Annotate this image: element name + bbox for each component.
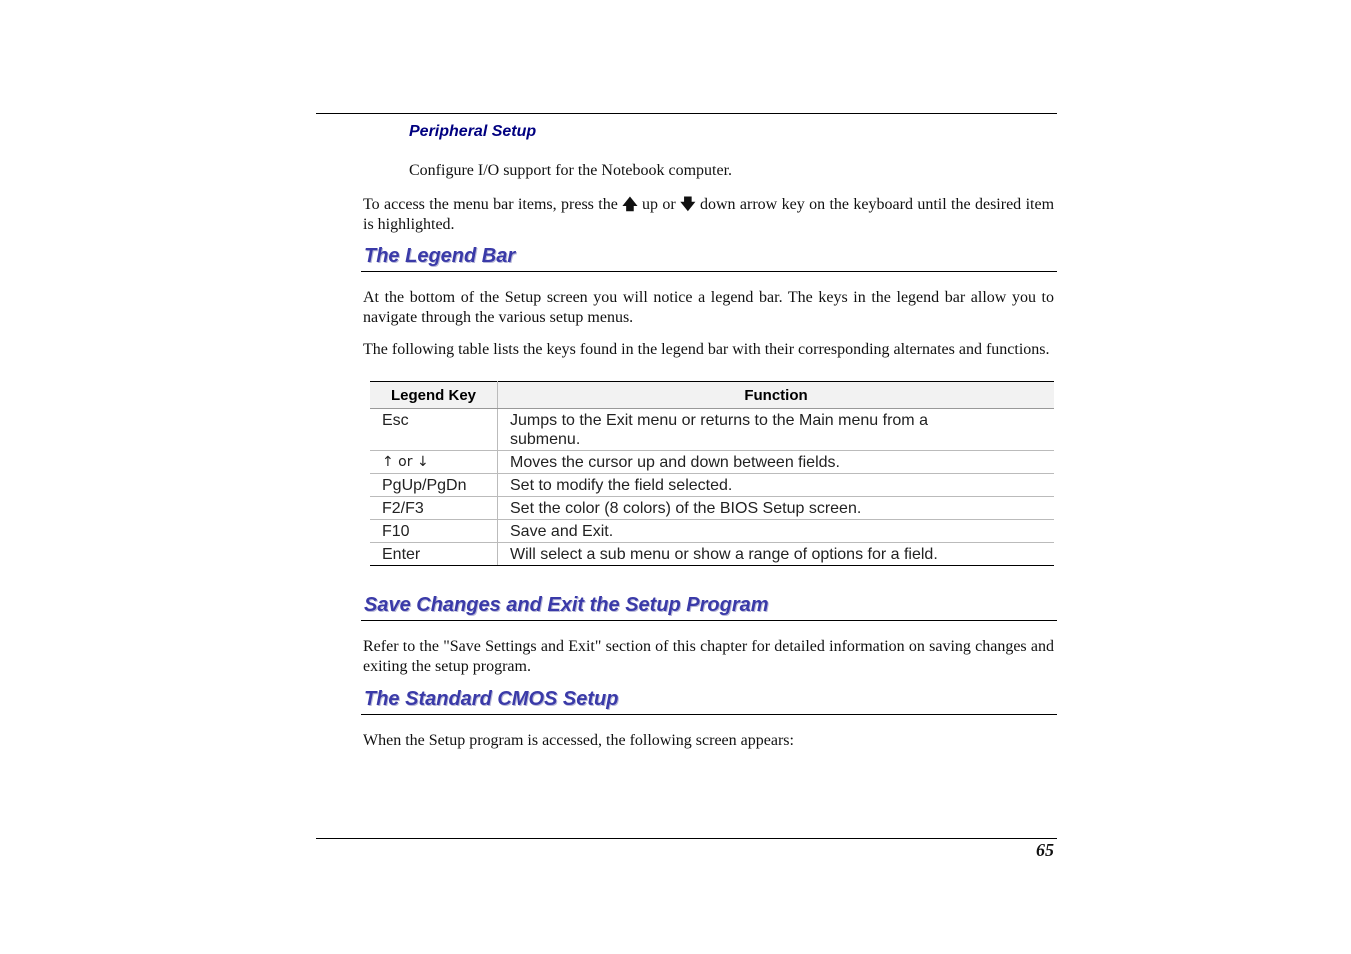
table-cell-function: Set the color (8 colors) of the BIOS Setup screen.	[498, 497, 1055, 520]
table-cell-function: Set to modify the field selected.	[498, 474, 1055, 497]
table-cell-key: PgUp/PgDn	[370, 474, 498, 497]
legend-bar-heading: The Legend Bar	[364, 245, 516, 267]
up-arrow-icon: 🡅	[622, 195, 638, 213]
page-number: 65	[1036, 840, 1054, 860]
access-instructions	[363, 194, 1054, 235]
table-cell-function: Save and Exit.	[498, 520, 1055, 543]
table-cell-function: Will select a sub menu or show a range of options for a field.	[498, 543, 1055, 566]
access-text-after: down arrow key on the keyboard until the desired item is highlighted.	[363, 196, 1055, 233]
bottom-rule	[316, 838, 1057, 839]
legend-bar-heading-rule	[361, 271, 1057, 272]
table-header-function: Function	[498, 382, 1055, 409]
table-row	[370, 497, 1054, 520]
legend-key-table	[370, 381, 1054, 566]
table-row	[370, 409, 1054, 451]
table-header-row	[370, 382, 1054, 409]
table-cell-key: ↑ or ↓	[370, 451, 498, 474]
access-text-middle: up or	[637, 196, 681, 213]
legend-bar-para-1: At the bottom of the Setup screen you will notice a legend bar. The keys in the legend bar allow you to navigate through the various setup menus.	[363, 289, 1054, 326]
peripheral-setup-heading: Peripheral Setup	[409, 123, 537, 140]
table-header-legend-key: Legend Key	[370, 382, 498, 409]
down-arrow-icon: 🡇	[680, 195, 696, 213]
top-rule	[316, 113, 1057, 114]
cmos-setup-para: When the Setup program is accessed, the following screen appears:	[363, 732, 794, 749]
table-cell-key: F2/F3	[370, 497, 498, 520]
cmos-setup-heading-rule	[361, 714, 1057, 715]
save-exit-heading-rule	[361, 620, 1057, 621]
table-row	[370, 543, 1054, 566]
table-row	[370, 451, 1054, 474]
legend-bar-para-2: The following table lists the keys found in the legend bar with their corresponding alternates and functions.	[363, 341, 1050, 358]
table-cell-key: Enter	[370, 543, 498, 566]
save-exit-para: Refer to the "Save Settings and Exit" section of this chapter for detailed information on saving changes and exiting the setup program.	[363, 638, 1054, 675]
access-text-before: To access the menu bar items, press the	[363, 196, 623, 213]
table-cell-function: Moves the cursor up and down between fields.	[498, 451, 1055, 474]
save-exit-heading: Save Changes and Exit the Setup Program	[364, 594, 769, 616]
peripheral-setup-description: Configure I/O support for the Notebook computer.	[409, 162, 733, 179]
table-row	[370, 520, 1054, 543]
table-cell-key: F10	[370, 520, 498, 543]
cmos-setup-heading: The Standard CMOS Setup	[364, 688, 619, 710]
table-row	[370, 474, 1054, 497]
table-cell-function: Jumps to the Exit menu or returns to the Main menu from a submenu.	[498, 409, 1055, 451]
table-cell-key: Esc	[370, 409, 498, 451]
